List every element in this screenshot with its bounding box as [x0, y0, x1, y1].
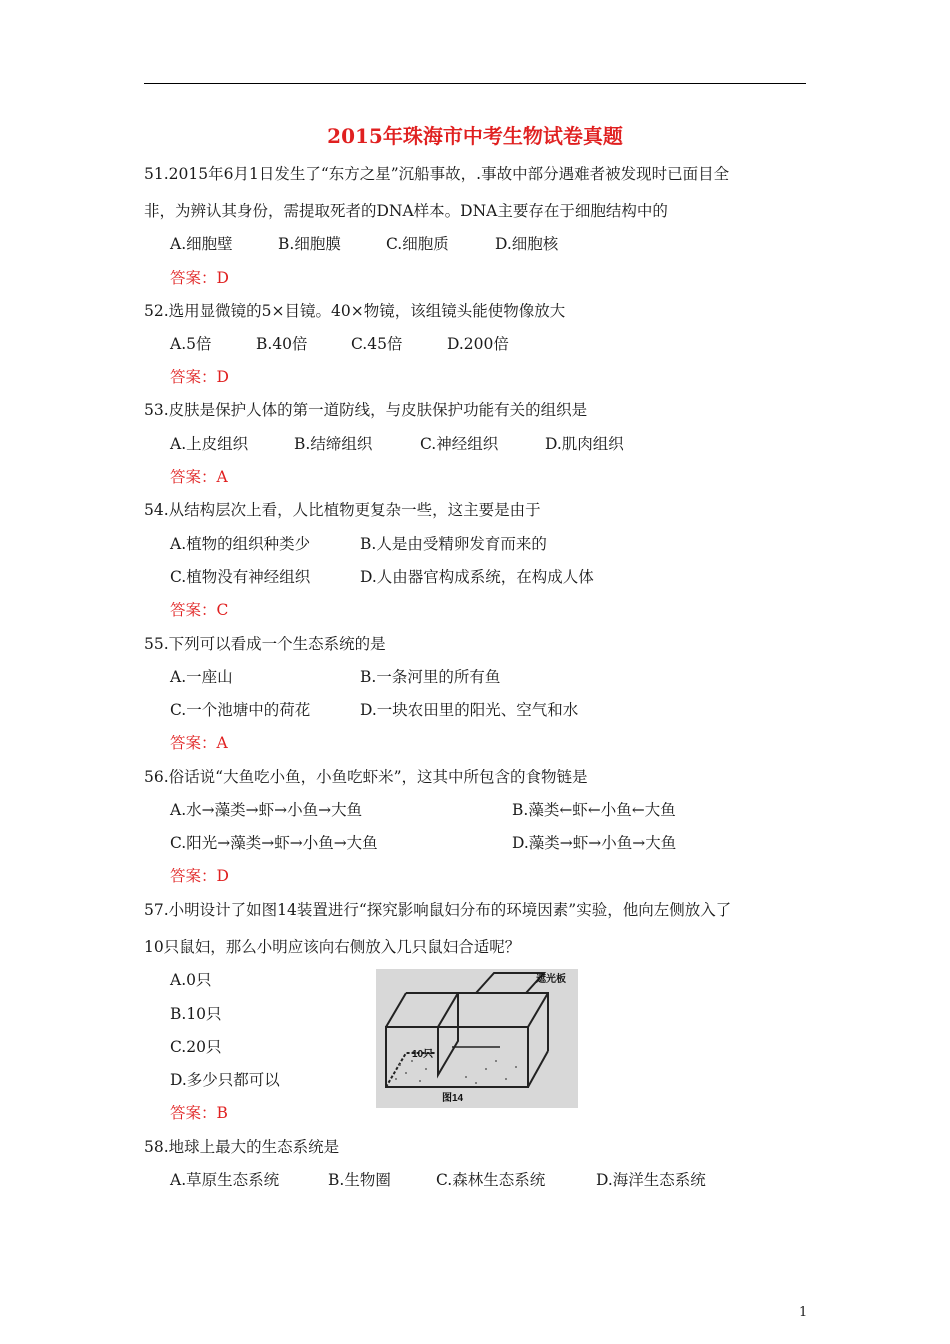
question-51-answer: 答案：D [170, 269, 229, 287]
option-d: D.200倍 [447, 335, 509, 353]
option-d: D.人由器官构成系统，在构成人体 [360, 568, 594, 586]
option-a: A.5倍 [170, 335, 212, 353]
figure-caption: 图14 [442, 1093, 464, 1104]
question-57-option-c: C.20只 [170, 1038, 222, 1056]
option-a: A.上皮组织 [170, 435, 249, 453]
option-a: A.草原生态系统 [170, 1171, 280, 1189]
page-number: 1 [799, 1305, 808, 1320]
option-a: A.水→藻类→虾→小鱼→大鱼 [170, 801, 363, 819]
option-d: D.一块农田里的阳光、空气和水 [360, 701, 579, 719]
option-b: B.结缔组织 [294, 435, 373, 453]
question-58-stem: 58.地球上最大的生态系统是 [144, 1138, 340, 1156]
option-a: A.植物的组织种类少 [170, 535, 311, 553]
question-52-stem: 52.选用显微镜的5×目镜。40×物镜，该组镜头能使物像放大 [144, 302, 566, 320]
header-rule [144, 83, 806, 84]
question-54-stem: 54.从结构层次上看，人比植物更复杂一些，这主要是由于 [144, 501, 541, 519]
option-c: C.阳光→藻类→虾→小鱼→大鱼 [170, 834, 378, 852]
question-51-stem-line-2: 非，为辨认其身份，需提取死者的DNA样本。DNA主要存在于细胞结构中的 [144, 202, 668, 220]
option-b: B.细胞膜 [278, 235, 341, 253]
option-b: B.一条河里的所有鱼 [360, 668, 501, 686]
question-55-answer: 答案：A [170, 734, 228, 752]
question-57-stem-line-2: 10只鼠妇，那么小明应该向右侧放入几只鼠妇合适呢？ [144, 938, 521, 956]
option-c: C.一个池塘中的荷花 [170, 701, 311, 719]
option-b: B.40倍 [256, 335, 308, 353]
option-d: D.肌肉组织 [545, 435, 624, 453]
box-diagram [376, 969, 578, 1108]
option-c: C.细胞质 [386, 235, 449, 253]
option-d: D.海洋生态系统 [596, 1171, 706, 1189]
question-51-stem-line-1: 51.2015年6月1日发生了“东方之星”沉船事故，.事故中部分遇难者被发现时已面目全 [144, 165, 730, 183]
option-c: C.森林生态系统 [436, 1171, 546, 1189]
page-title: 2015年珠海市中考生物试卷真题 [327, 124, 623, 148]
count-label: 10只 [412, 1049, 434, 1060]
question-57-option-d: D.多少只都可以 [170, 1071, 280, 1089]
option-c: C.45倍 [351, 335, 403, 353]
figure-14-woodlouse-box [376, 969, 578, 1108]
question-53-stem: 53.皮肤是保护人体的第一道防线，与皮肤保护功能有关的组织是 [144, 401, 588, 419]
question-54-answer: 答案：C [170, 601, 229, 619]
question-53-answer: 答案：A [170, 468, 228, 486]
option-a: A.一座山 [170, 668, 233, 686]
option-d: D.细胞核 [495, 235, 559, 253]
question-52-answer: 答案：D [170, 368, 229, 386]
option-c: C.植物没有神经组织 [170, 568, 311, 586]
option-b: B.生物圈 [328, 1171, 391, 1189]
question-57-option-b: B.10只 [170, 1005, 222, 1023]
option-b: B.人是由受精卵发育而来的 [360, 535, 547, 553]
question-56-stem: 56.俗话说“大鱼吃小鱼，小鱼吃虾米”，这其中所包含的食物链是 [144, 768, 588, 786]
question-57-answer: 答案：B [170, 1104, 228, 1122]
option-b: B.藻类←虾←小鱼←大鱼 [512, 801, 676, 819]
option-c: C.神经组织 [420, 435, 499, 453]
question-55-stem: 55.下列可以看成一个生态系统的是 [144, 635, 386, 653]
option-d: D.藻类→虾→小鱼→大鱼 [512, 834, 677, 852]
question-57-option-a: A.0只 [170, 971, 212, 989]
question-57-stem-line-1: 57.小明设计了如图14装置进行“探究影响鼠妇分布的环境因素”实验，他向左侧放入了 [144, 901, 732, 919]
option-a: A.细胞壁 [170, 235, 233, 253]
question-56-answer: 答案：D [170, 867, 229, 885]
shade-board-label: 遮光板 [536, 974, 566, 985]
